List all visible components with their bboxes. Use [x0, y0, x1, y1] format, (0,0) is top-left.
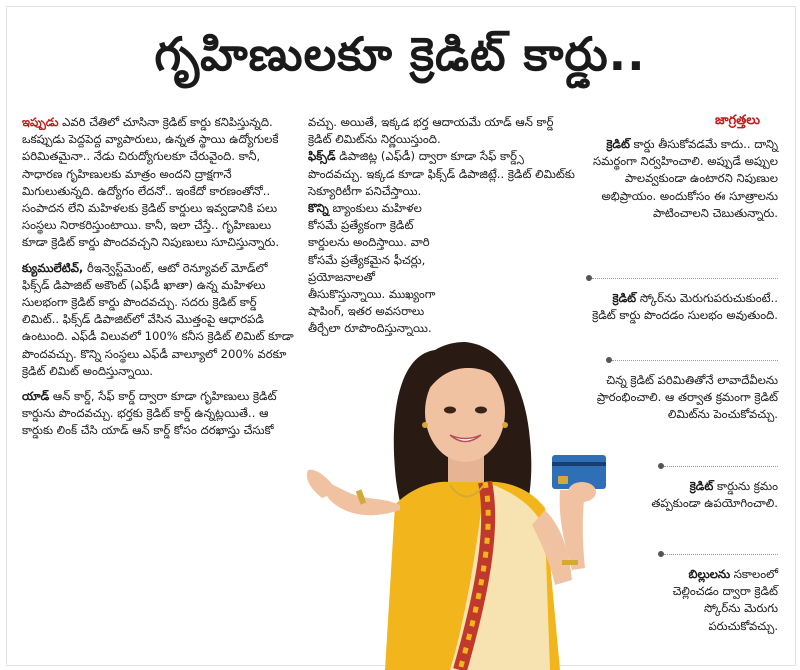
- paragraph-text: ఎవరి చేతిలో చూసినా క్రెడిట్ కార్డు కనిపిస్తున్నది. ఒకప్పుడు పెద్దపెద్ద వ్యాపారులు, ఉన్నత స్థాయి ఉద్యోగులకే పరిమితమైనా.. నేడు చిరుద్యోగులకూ చేరువైంది. కానీ, సాధారణ గృహిణులకు మాత్రం అందని ద్రాక్షగానే మిగులుతున్నది. ఉద్యోగం లేదనో.. ఇంకేదో కారణంతోనో.. సంపాదన లేని మహిళలకు క్రెడిట్ కార్డులు ఇవ్వడానికి పలు సంస్థలు నిరాకరిస్తుంటాయి. కానీ, ఇలా చేస్తే.. గృహిణులు కూడా క్రెడిట్ కార్డు పొందవచ్చని నిపుణులు సూచిస్తున్నారు.: [22, 115, 280, 250]
- headline: గృహిణులకూ క్రెడిట్ కార్డు..: [154, 27, 646, 81]
- paragraph-addon-cont: వచ్చు. అయితే, ఇక్కడ భర్త ఆదాయమే యాడ్ ఆన్ కార్డ్ క్రెడిట్ లిమిట్‌ను నిర్ణయిస్తుంది.: [308, 115, 554, 147]
- tip-text: స్కోర్‌ను మెరుగుపరుచుకుంటే.. క్రెడిట్ కార్డు పొందడం సులభం అవుతుంది.: [592, 291, 778, 323]
- paragraph-safe-card: [308, 148, 578, 200]
- tip-lead-word: క్రెడిట్: [606, 137, 630, 151]
- tip-text: చిన్న క్రెడిట్ పరిమితితోనే లావాదేవీలను ప్రారంభించాలి. ఆ తర్వాత క్రమంగా క్రెడిట్ లిమిట్‌ను పెంచుకోవచ్చు.: [596, 373, 778, 422]
- tip-lead-word: బిల్లులను: [688, 567, 731, 581]
- paragraph-addon: [22, 388, 297, 440]
- tip-2: [586, 290, 778, 324]
- tips-heading: జాగ్రత్తలు: [715, 113, 761, 128]
- tip-1: [586, 136, 778, 222]
- article-column-2: [308, 114, 578, 338]
- tip-5: [640, 566, 778, 635]
- paragraph-lead-word: క్యుములేటివ్,: [22, 260, 84, 275]
- tip-text: కార్డును క్రమం తప్పకుండా ఉపయోగించాలి.: [651, 479, 778, 511]
- paragraph-text: ఆన్ కార్డ్, సేఫ్ కార్డ్ ద్వారా కూడా గృహిణులు క్రెడిట్ కార్డును పొందవచ్చు. భర్తకు క్రెడిట్ కార్డ్ ఉన్నట్లయితే.. ఆ కార్డుకు లింక్ చేసి యాడ్ ఆన్ కార్డ్ కోసం దరఖాస్తు చేసుకో: [22, 389, 277, 438]
- tip-text: సకాలంలో చెల్లించడం ద్వారా క్రెడిట్ స్కోర్‌ను మెరుగు పరుచుకోవచ్చు.: [672, 567, 778, 633]
- paragraph-lead-word: కొన్ని: [308, 201, 329, 216]
- paragraph-text: బ్యాంకులు మహిళల కోసమే ప్రత్యేకంగా క్రెడిట్ కార్డులను అందిస్తాయి. వారి కోసమే ప్రత్యేకమైన ఫీచర్లు, ప్రయోజనాలతో తీసుకొస్తున్నాయి. ముఖ్యంగా షాపింగ్, ఇతర అవసరాలు తీర్చేలా రూపొందిస్తున్నాయి.: [308, 201, 436, 336]
- tip-text: కార్డు తీసుకోవడమే కాదు.. దాన్ని సమర్థంగా నిర్వహించాలి. అప్పుడే అప్పుల పాలవ్వకుండా ఉంటారని నిపుణుల అభిప్రాయం. అందుకోసం ఈ సూత్రాలను పాటించాలని చెబుతున్నారు.: [592, 137, 778, 220]
- paragraph-lead-word: ఫిక్స్‌డ్: [308, 149, 336, 164]
- paragraph-fd: [22, 260, 297, 380]
- article-column-1: [22, 114, 297, 440]
- tip-divider: [664, 466, 778, 467]
- paragraph-lead-word: ఇప్పుడు: [22, 115, 59, 129]
- tip-lead-word: క్రెడిట్: [612, 291, 637, 305]
- bullet-dot: [658, 551, 664, 557]
- bullet-dot: [586, 275, 592, 281]
- tip-divider: [592, 278, 778, 279]
- tip-divider: [664, 554, 778, 555]
- tip-4: [650, 478, 778, 512]
- paragraph-lead-word: యాడ్: [22, 389, 50, 404]
- paragraph-banks: [308, 200, 448, 338]
- paragraph-intro: [22, 114, 297, 252]
- tip-lead-word: క్రెడిట్: [689, 479, 714, 493]
- woman-holding-card-illustration: [300, 330, 650, 670]
- paragraph-text: డిపాజిట్ల (ఎఫ్‌డీ) ద్వారా కూడా సేఫ్ కార్డ్స్ పొందవచ్చు. ఇక్కడ కూడా ఫిక్స్‌డ్ డిపాజిట్లే.. క్రెడిట్ లిమిట్‌కు సెక్యూరిటీగా పనిచేస్తాయి.: [308, 149, 575, 198]
- bullet-dot: [658, 463, 664, 469]
- paragraph-text: రీఇన్వెస్ట్‌మెంట్, ఆటో రెన్యూవల్ మోడ్‌లో ఫిక్స్‌డ్ డిపాజిట్ అకౌంట్ (ఎఫ్‌డీ ఖాతా) ఉన్న మహిళలు సులభంగా క్రెడిట్ కార్డు పొందవచ్చు. సదరు క్రెడిట్ కార్డ్ లిమిట్.. ఫిక్స్‌డ్ డిపాజిట్‌లో వేసిన మొత్తంపై ఆధారపడి ఉంటుంది. ఎఫ్‌డీ విలువలో 100% కనీస క్రెడిట్ లిమిట్ కూడా పొందవచ్చు. కొన్ని సంస్థలు ఎఫ్‌డీ వాల్యూలో 200% వరకూ క్రెడిట్ లిమిట్ అందిస్తున్నాయి.: [22, 260, 294, 378]
